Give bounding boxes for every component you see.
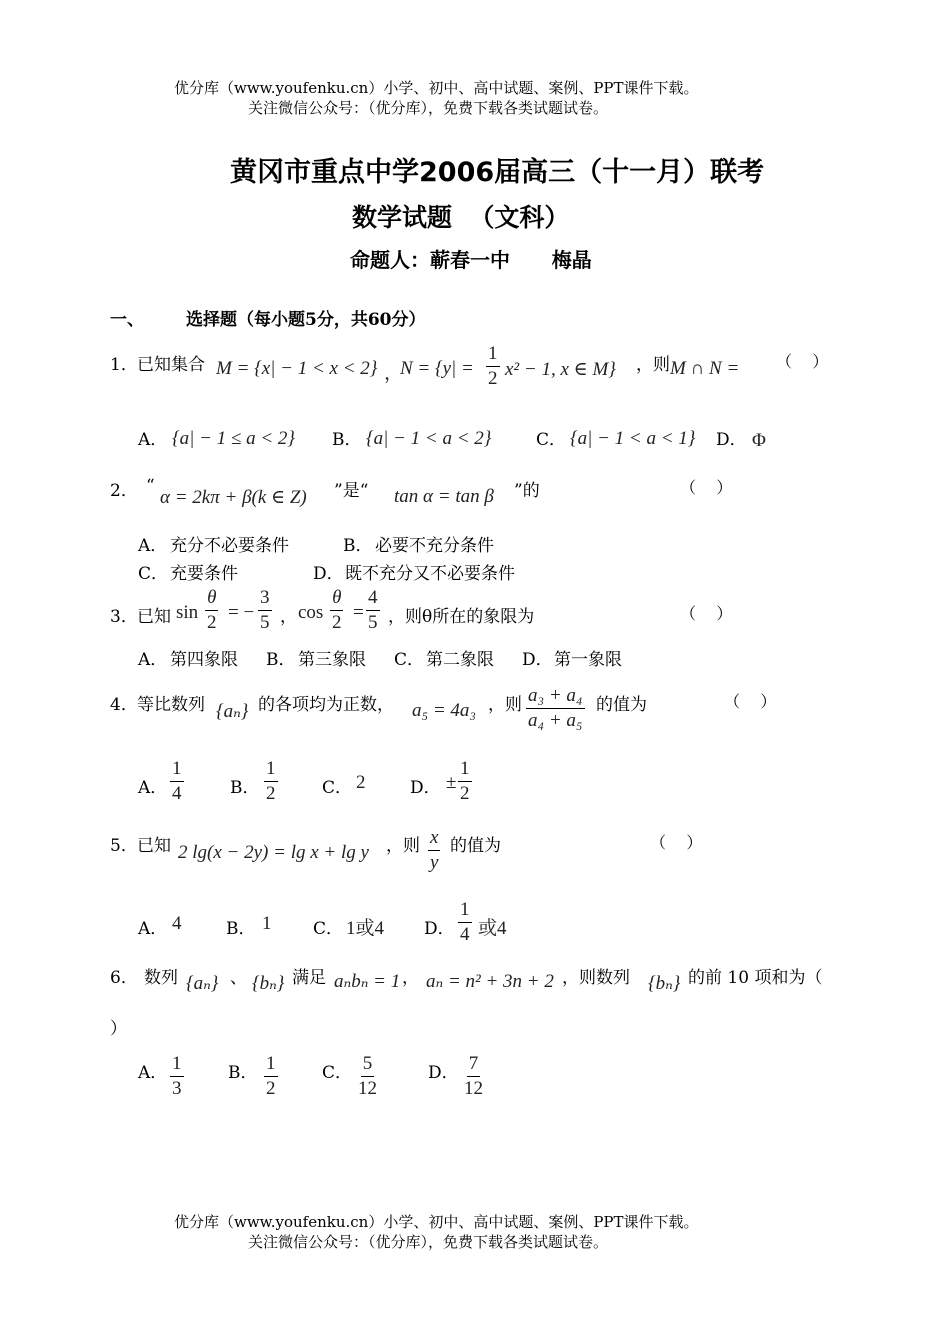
q6-option-d[interactable] [462, 1052, 485, 1101]
q5-option-d-num: 1 [458, 898, 472, 923]
q6-tail: 的前 10 项和为（ [688, 968, 823, 988]
q2-is: ”是“ [334, 481, 369, 501]
q1-option-d[interactable]: Φ [752, 430, 766, 451]
q6-sequence-a: {aₙ} [186, 973, 219, 994]
q1-option-b-label: B． [332, 430, 362, 450]
q6-satisfy: 满足 [292, 968, 326, 988]
q3-cos: cos [298, 602, 324, 623]
q2-option-b-label: B． [343, 536, 373, 556]
q3-comma: ， [280, 607, 297, 627]
q5-option-b[interactable]: 1 [262, 913, 272, 934]
q6-option-b[interactable] [264, 1052, 278, 1101]
q2-of: ”的 [514, 481, 540, 501]
q1-option-a[interactable]: {a| − 1 ≤ a < 2} [172, 428, 295, 449]
q1-option-c-label: C． [536, 430, 567, 450]
q1-answer-blank[interactable]: （ ） [776, 352, 829, 371]
q3-option-b-label: B． [266, 650, 296, 670]
q3-option-a-label: A． [138, 650, 168, 670]
q3-sin-value-den: 5 [260, 612, 270, 633]
exam-title: 黄冈市重点中学2006届高三（十一月）联考 [230, 157, 765, 188]
q4-ratio-num: a₃ + a₄ [526, 684, 585, 709]
q6-sequence-b: {bₙ} [252, 973, 285, 994]
q4-number: 4． [110, 695, 138, 715]
section-number: 一、 [110, 310, 144, 330]
q6-option-d-num: 7 [467, 1052, 481, 1077]
q4-option-a-label: A． [138, 778, 168, 798]
q5-ratio-num: x [428, 826, 440, 851]
q6-option-a-label: A． [138, 1063, 168, 1083]
q4-lead: 等比数列 [137, 695, 205, 715]
q3-tail: ，则θ所在的象限为 [388, 607, 535, 627]
q3-number: 3． [110, 607, 138, 627]
q5-option-b-label: B． [226, 919, 256, 939]
footer-line-1: 优分库（www.youfenku.cn）小学、初中、高中试题、案例、PPT课件下载。 [174, 1213, 699, 1231]
q1-set-m: M = {x| − 1 < x < 2} [216, 358, 378, 379]
q6-separator: 、 [230, 968, 247, 988]
q4-answer-blank[interactable]: （ ） [724, 692, 777, 711]
q6-lead: 数列 [144, 968, 178, 988]
q4-condition: a₅ = 4a₃ [412, 700, 477, 721]
q1-option-a-label: A． [138, 430, 168, 450]
q3-cos-fraction [330, 586, 344, 635]
q5-ratio-den: y [430, 852, 439, 873]
exam-author: 命题人：蕲春一中 梅晶 [350, 248, 592, 272]
q5-tail: 的值为 [450, 836, 501, 856]
q6-option-c-label: C． [322, 1063, 353, 1083]
q5-option-d-label: D． [424, 919, 455, 939]
q3-lead: 已知 [137, 607, 171, 627]
q5-then: ，则 [386, 836, 420, 856]
q4-ratio-den: a₄ + a₅ [528, 710, 583, 731]
q6-option-a-num: 1 [170, 1052, 184, 1077]
q2-option-a-label: A． [138, 536, 168, 556]
q2-answer-blank[interactable]: （ ） [680, 478, 733, 497]
q4-option-d-den: 2 [460, 783, 470, 804]
q6-option-d-den: 12 [464, 1078, 483, 1099]
q3-sin-value [258, 586, 272, 635]
q6-mid: ，则数列 [562, 968, 630, 988]
q4-tail: 的值为 [596, 695, 647, 715]
q5-option-a[interactable]: 4 [172, 913, 182, 934]
section-heading: 选择题（每小题5分，共60分） [186, 310, 426, 330]
q3-cos-value-num: 4 [366, 586, 380, 611]
q5-number: 5． [110, 836, 138, 856]
q6-option-d-label: D． [428, 1063, 459, 1083]
q6-sequence-b-2: {bₙ} [648, 973, 681, 994]
q1-option-d-label: D． [716, 430, 747, 450]
q1-option-c[interactable]: {a| − 1 < a < 1} [570, 428, 696, 449]
q2-expr-2: tan α = tan β [394, 486, 494, 507]
q5-option-c[interactable]: 1或4 [346, 918, 385, 939]
q4-then: ，则 [488, 695, 522, 715]
q4-option-b-den: 2 [266, 783, 276, 804]
q4-sequence: {aₙ} [216, 701, 249, 722]
q4-option-d-num: 1 [458, 757, 472, 782]
q4-option-d[interactable] [458, 757, 472, 806]
q3-sin: sin [176, 602, 199, 623]
q3-sin-value-num: 3 [258, 586, 272, 611]
q1-number: 1． [110, 355, 138, 375]
q6-option-b-label: B． [228, 1063, 258, 1083]
exam-subject: 数学试题 （文科） [352, 203, 570, 232]
q2-open-quote: “ [146, 476, 155, 496]
q2-option-c[interactable]: 充要条件 [170, 564, 238, 584]
q3-option-c-label: C． [394, 650, 425, 670]
q4-option-d-label: D． [410, 778, 441, 798]
q4-option-b-label: B． [230, 778, 260, 798]
q2-number: 2． [110, 481, 138, 501]
q3-sin-den: 2 [207, 612, 217, 633]
header-line-2: 关注微信公众号：（优分库），免费下载各类试题试卷。 [248, 99, 609, 117]
q5-answer-blank[interactable]: （ ） [650, 833, 703, 852]
q5-option-c-label: C． [313, 919, 344, 939]
footer-line-2: 关注微信公众号：（优分库），免费下载各类试题试卷。 [248, 1233, 609, 1251]
q5-expression: 2 lg(x − 2y) = lg x + lg y [178, 842, 369, 863]
q3-cos-num: θ [330, 586, 343, 611]
q5-option-d[interactable] [458, 898, 472, 947]
q5-lead: 已知 [137, 836, 171, 856]
q3-cos-value-den: 5 [368, 612, 378, 633]
q6-number: 6． [110, 968, 138, 988]
q6-condition-1: aₙbₙ = 1 [334, 971, 401, 992]
q6-comma: ， [402, 968, 419, 988]
q1-half-fraction [486, 342, 500, 391]
header-line-1: 优分库（www.youfenku.cn）小学、初中、高中试题、案例、PPT课件下载。 [174, 79, 699, 97]
q1-then: ，则 [636, 355, 670, 375]
q1-comma: ， [384, 363, 404, 384]
q4-option-a-num: 1 [170, 757, 184, 782]
q4-option-c[interactable]: 2 [356, 772, 366, 793]
q1-frac-num: 1 [486, 342, 500, 367]
q2-option-d-label: D． [313, 564, 344, 584]
q1-set-n-post: x² − 1, x ∈ M} [505, 359, 616, 380]
q4-option-a-den: 4 [172, 783, 182, 804]
q4-option-b[interactable] [264, 757, 278, 806]
q6-option-a[interactable] [170, 1052, 184, 1101]
q1-ask: M ∩ N = [670, 358, 740, 379]
q6-condition-2: aₙ = n² + 3n + 2 [426, 971, 554, 992]
q4-ratio-fraction [526, 684, 585, 733]
q3-eq: = [353, 602, 364, 623]
q2-option-b[interactable]: 必要不充分条件 [375, 536, 494, 556]
q5-option-a-label: A． [138, 919, 168, 939]
q4-option-c-label: C． [322, 778, 353, 798]
q6-option-b-den: 2 [266, 1078, 276, 1099]
q4-option-a[interactable] [170, 757, 184, 806]
q4-mid: 的各项均为正数， [258, 695, 394, 715]
q6-answer-blank[interactable]: ） [110, 1019, 127, 1039]
q3-eq-neg: = − [228, 602, 255, 623]
q3-option-a[interactable]: 第四象限 [170, 650, 238, 670]
q4-option-b-num: 1 [264, 757, 278, 782]
q6-option-c[interactable] [356, 1052, 379, 1101]
q4-option-d-sign: ± [446, 772, 457, 793]
q3-option-b[interactable]: 第三象限 [298, 650, 366, 670]
q5-option-d-tail: 或4 [478, 918, 507, 939]
q6-option-c-num: 5 [361, 1052, 375, 1077]
q3-cos-value [366, 586, 380, 635]
q3-sin-num: θ [205, 586, 218, 611]
q3-answer-blank[interactable]: （ ） [680, 604, 733, 623]
q1-set-n-pre: N = {y| = [400, 358, 474, 379]
q1-frac-den: 2 [488, 368, 498, 389]
q6-option-c-den: 12 [358, 1078, 377, 1099]
q6-option-b-num: 1 [264, 1052, 278, 1077]
q3-cos-den: 2 [332, 612, 342, 633]
q6-option-a-den: 3 [172, 1078, 182, 1099]
q3-sin-fraction [205, 586, 219, 635]
q1-option-b[interactable]: {a| − 1 < a < 2} [366, 428, 492, 449]
q1-lead: 已知集合 [137, 355, 205, 375]
q2-option-c-label: C． [138, 564, 169, 584]
q3-option-d[interactable]: 第一象限 [554, 650, 622, 670]
q2-option-d[interactable]: 既不充分又不必要条件 [345, 564, 515, 584]
q3-option-d-label: D． [522, 650, 553, 670]
q5-option-d-den: 4 [460, 924, 470, 945]
q2-expr-1: α = 2kπ + β(k ∈ Z) [160, 487, 307, 508]
q3-option-c[interactable]: 第二象限 [426, 650, 494, 670]
q5-ratio-fraction [428, 826, 440, 875]
q2-option-a[interactable]: 充分不必要条件 [170, 536, 289, 556]
